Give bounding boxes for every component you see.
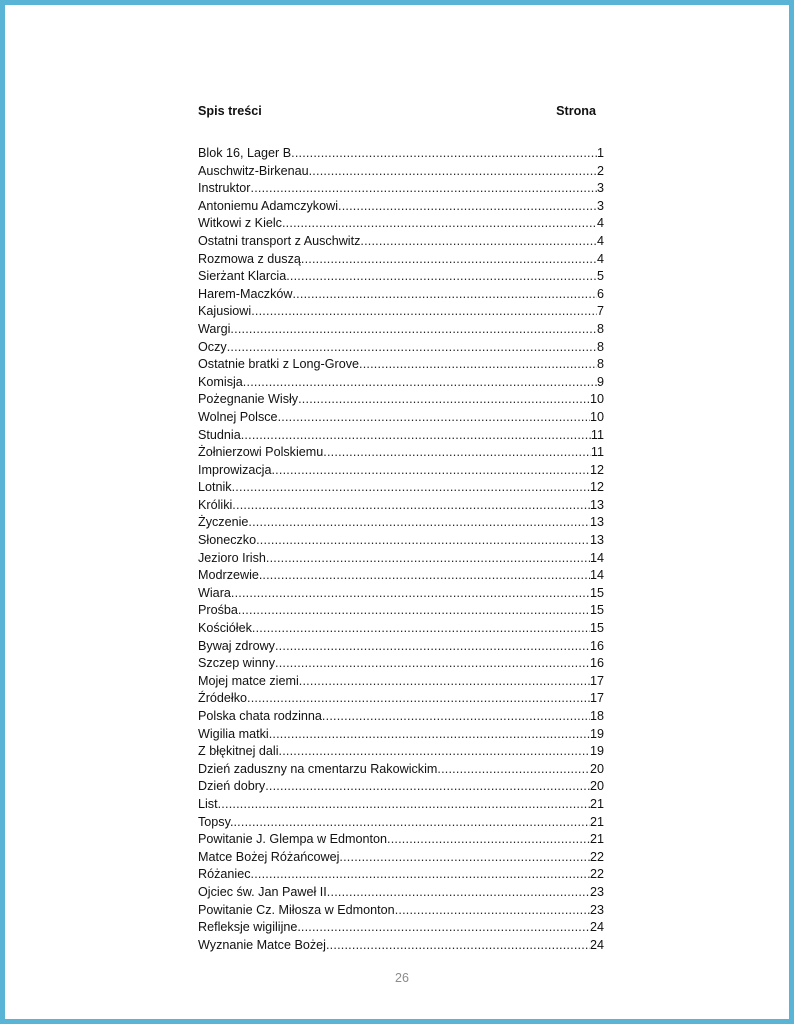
toc-entry-title: Komisja <box>198 374 243 389</box>
toc-entry-page: 3 <box>596 198 604 213</box>
toc-entry <box>198 690 604 708</box>
dot-leader <box>360 233 597 251</box>
toc-entry-title: Blok 16, Lager B <box>198 146 292 160</box>
dot-leader <box>359 356 597 374</box>
toc-entry <box>198 638 604 656</box>
toc-entry-page: 10 <box>589 392 604 407</box>
toc-entry-page: 11 <box>590 427 604 442</box>
toc-entry <box>198 814 604 832</box>
toc-entry <box>198 145 604 163</box>
toc-entry <box>198 444 604 462</box>
toc-entry-title: Jezioro Irish <box>198 550 266 565</box>
toc-entry-page: 3 <box>596 181 604 196</box>
toc-entry-title: Rozmowa z duszą <box>198 251 301 266</box>
toc-entry <box>198 796 604 814</box>
toc-entry <box>198 427 604 445</box>
toc-entry <box>198 902 604 920</box>
toc-entry-page: 1 <box>596 146 604 160</box>
dot-leader <box>387 831 590 849</box>
toc-entry <box>198 215 604 233</box>
toc-entry-page: 15 <box>589 585 604 600</box>
toc-entry-title: Refleksje wigilijne. <box>198 920 301 935</box>
dot-leader <box>251 866 590 884</box>
toc-entry-title: Matce Bożej Różańcowej <box>198 849 340 864</box>
toc-entry-page: 20 <box>589 761 604 776</box>
dot-leader <box>339 849 590 867</box>
toc-entry <box>198 339 604 357</box>
toc-entry-page: 5 <box>596 269 604 284</box>
toc-entry-title: Oczy <box>198 339 227 354</box>
dot-leader <box>262 567 590 585</box>
toc-entry-page: 14 <box>589 568 604 583</box>
page-column-heading: Strona <box>556 104 596 118</box>
toc-entry <box>198 655 604 673</box>
toc-entry-title: Studnia <box>198 427 241 442</box>
toc-entry <box>198 163 604 181</box>
toc-entry-page: 17 <box>589 673 604 688</box>
page-number: 26 <box>395 971 409 985</box>
dot-leader <box>322 708 590 726</box>
toc-entry-title: Żołnierzowi Polskiemu <box>198 445 324 460</box>
toc-entry-title: Ojciec św. Jan Paweł II <box>198 884 327 899</box>
dot-leader <box>271 462 590 480</box>
toc-entry <box>198 778 604 796</box>
toc-entry-title: Kościółek <box>198 621 252 636</box>
toc-entry-title: Źródełko <box>198 691 247 706</box>
toc-entry <box>198 497 604 515</box>
toc-entry-page: 2 <box>596 163 604 178</box>
dot-leader <box>266 550 590 568</box>
toc-entry <box>198 251 604 269</box>
dot-leader <box>298 391 590 409</box>
toc-entry-page: 9 <box>596 374 604 389</box>
toc-entry <box>198 391 604 409</box>
toc-entry-title: Kajusiowi <box>198 304 252 319</box>
toc-entry-title: Harem-Maczków <box>198 286 293 301</box>
toc-entry <box>198 849 604 867</box>
toc-entry <box>198 479 604 497</box>
toc-entry <box>198 567 604 585</box>
dot-leader <box>227 339 597 357</box>
toc-entry <box>198 708 604 726</box>
dot-leader <box>395 902 590 920</box>
dot-leader <box>323 444 591 462</box>
dot-leader <box>269 726 590 744</box>
toc-entry-page: 12 <box>589 462 604 477</box>
toc-entry <box>198 268 604 286</box>
toc-entry-title: Polska chata rodzinna <box>198 709 322 723</box>
toc-entry-title: Powitanie J. Glempa w Edmonton <box>198 832 387 847</box>
dot-leader <box>275 638 590 656</box>
toc-entry <box>198 550 604 568</box>
toc-entry <box>198 726 604 744</box>
toc-entry <box>198 303 604 321</box>
toc-entry-page: 23 <box>589 884 604 899</box>
dot-leader <box>338 198 597 216</box>
dot-leader <box>243 374 597 392</box>
dot-leader <box>301 251 597 269</box>
toc-entry-page: 8 <box>596 339 604 354</box>
dot-leader <box>326 937 590 955</box>
toc-entry <box>198 286 604 304</box>
toc-entry <box>198 602 604 620</box>
toc-entry-title: Ostatnie bratki z Long-Grove <box>198 357 359 372</box>
toc-entry-title: Króliki <box>198 497 233 512</box>
toc-entry-page: 18 <box>589 709 604 723</box>
dot-leader <box>251 180 597 198</box>
toc-entry <box>198 409 604 427</box>
dot-leader <box>327 884 590 902</box>
toc-entry-title: Szczep winny <box>198 656 275 671</box>
dot-leader <box>247 690 590 708</box>
toc-entry-title: Witkowi z Kielc <box>198 216 282 231</box>
dot-leader <box>256 532 590 550</box>
toc-entry <box>198 866 604 884</box>
dot-leader <box>238 602 590 620</box>
toc-entry-page: 12 <box>589 480 604 495</box>
toc-entry-title: Wargi <box>198 321 231 336</box>
dot-leader <box>230 321 597 339</box>
dot-leader <box>252 620 590 638</box>
toc-entry-title: List <box>198 796 218 811</box>
toc-entry-page: 13 <box>589 533 604 548</box>
toc-entry <box>198 620 604 638</box>
toc-entry <box>198 356 604 374</box>
toc-entry-page: 4 <box>596 251 604 266</box>
toc-entry-page: 17 <box>589 691 604 706</box>
toc-entry-title: Antoniemu Adamczykowi <box>198 198 338 213</box>
toc-header <box>198 101 604 121</box>
toc-entry-page: 13 <box>589 515 604 530</box>
toc-entry-page: 16 <box>589 656 604 671</box>
toc-entry-page: 22 <box>589 867 604 882</box>
toc-entry-page: 7 <box>596 304 604 319</box>
toc-entry-page: 8 <box>596 321 604 336</box>
toc-entry-page: 22 <box>589 849 604 864</box>
toc-entry-title: Życzenie <box>198 515 249 530</box>
toc-entry <box>198 233 604 251</box>
dot-leader <box>278 409 590 427</box>
toc-entry <box>198 321 604 339</box>
toc-entry-page: 8 <box>596 357 604 372</box>
toc-entry <box>198 374 604 392</box>
toc-entry-title: Auschwitz-Birkenau <box>198 163 309 178</box>
toc-entry-page: 4 <box>596 233 604 248</box>
dot-leader <box>241 427 591 445</box>
toc-entries <box>198 145 604 954</box>
toc-entry <box>198 673 604 691</box>
toc-entry <box>198 585 604 603</box>
toc-entry-title: Z błękitnej dali <box>198 744 279 759</box>
dot-leader <box>233 814 590 832</box>
toc-entry <box>198 919 604 937</box>
dot-leader <box>286 268 597 286</box>
dot-leader <box>232 497 590 515</box>
dot-leader <box>231 585 590 603</box>
toc-entry-title: Bywaj zdrowy <box>198 638 275 653</box>
toc-entry <box>198 743 604 761</box>
toc-entry-title: Wiara <box>198 585 231 600</box>
toc-entry-title: Wigilia matki <box>198 726 269 741</box>
toc-entry-page: 19 <box>589 726 604 741</box>
dot-leader <box>292 286 597 304</box>
toc-entry-title: Topsy. <box>198 814 234 829</box>
dot-leader <box>265 778 590 796</box>
dot-leader <box>279 743 590 761</box>
toc-entry-page: 23 <box>589 902 604 917</box>
dot-leader <box>299 673 590 691</box>
toc-entry <box>198 831 604 849</box>
toc-entry <box>198 761 604 779</box>
toc-entry-title: Dzień zaduszny na cmentarzu Rakowickim <box>198 761 438 776</box>
toc-entry-page: 15 <box>589 603 604 618</box>
toc-entry-page: 13 <box>589 497 604 512</box>
toc-title: Spis treści <box>198 104 262 118</box>
toc-entry-page: 24 <box>589 937 604 952</box>
toc-entry-page: 4 <box>596 216 604 231</box>
toc-entry-title: Dzień dobry <box>198 779 266 794</box>
toc-entry-page: 19 <box>589 744 604 759</box>
toc-entry <box>198 198 604 216</box>
toc-entry <box>198 180 604 198</box>
toc-entry-page: 15 <box>589 621 604 636</box>
dot-leader <box>282 215 597 233</box>
toc-entry <box>198 462 604 480</box>
toc-entry-title: Powitanie Cz. Miłosza w Edmonton <box>198 902 395 917</box>
toc-entry-title: Instruktor <box>198 181 251 196</box>
toc-entry <box>198 532 604 550</box>
toc-entry-page: 20 <box>589 779 604 794</box>
toc-entry-page: 21 <box>589 832 604 847</box>
toc-entry-page: 10 <box>589 409 604 424</box>
toc-entry-title: Wyznanie Matce Bożej <box>198 937 326 952</box>
toc-entry-title: Pożegnanie Wisły <box>198 392 299 407</box>
dot-leader <box>248 514 590 532</box>
toc-entry-page: 24 <box>589 920 604 935</box>
dot-leader <box>437 761 590 779</box>
toc-entry-title: Słoneczko <box>198 533 257 548</box>
toc-entry-title: Sierżant Klarcia <box>198 269 287 284</box>
toc-entry-page: 16 <box>589 638 604 653</box>
toc-entry <box>198 884 604 902</box>
table-of-contents <box>198 101 604 954</box>
dot-leader <box>291 145 597 163</box>
toc-entry-page: 21 <box>589 796 604 811</box>
toc-entry-title: Ostatni transport z Auschwitz <box>198 233 361 248</box>
dot-leader <box>218 796 590 814</box>
toc-entry-title: Różaniec <box>198 867 251 882</box>
dot-leader <box>275 655 590 673</box>
toc-entry-title: Modrzewie. <box>198 568 263 583</box>
toc-entry-title: Mojej matce ziemi <box>198 673 299 688</box>
toc-entry-page: 21 <box>589 814 604 829</box>
toc-entry-title: Wolnej Polsce <box>198 409 278 424</box>
toc-entry-title: Prośba <box>198 603 238 618</box>
toc-entry-title: Improwizacja <box>198 462 272 477</box>
toc-entry-title: Lotnik <box>198 480 232 495</box>
dot-leader <box>251 303 597 321</box>
dot-leader <box>301 919 590 937</box>
toc-entry <box>198 937 604 955</box>
toc-entry-page: 14 <box>589 550 604 565</box>
toc-entry <box>198 514 604 532</box>
toc-entry-page: 6 <box>596 286 604 301</box>
toc-entry-page: 11 <box>590 445 604 460</box>
dot-leader <box>232 479 590 497</box>
dot-leader <box>309 163 597 181</box>
